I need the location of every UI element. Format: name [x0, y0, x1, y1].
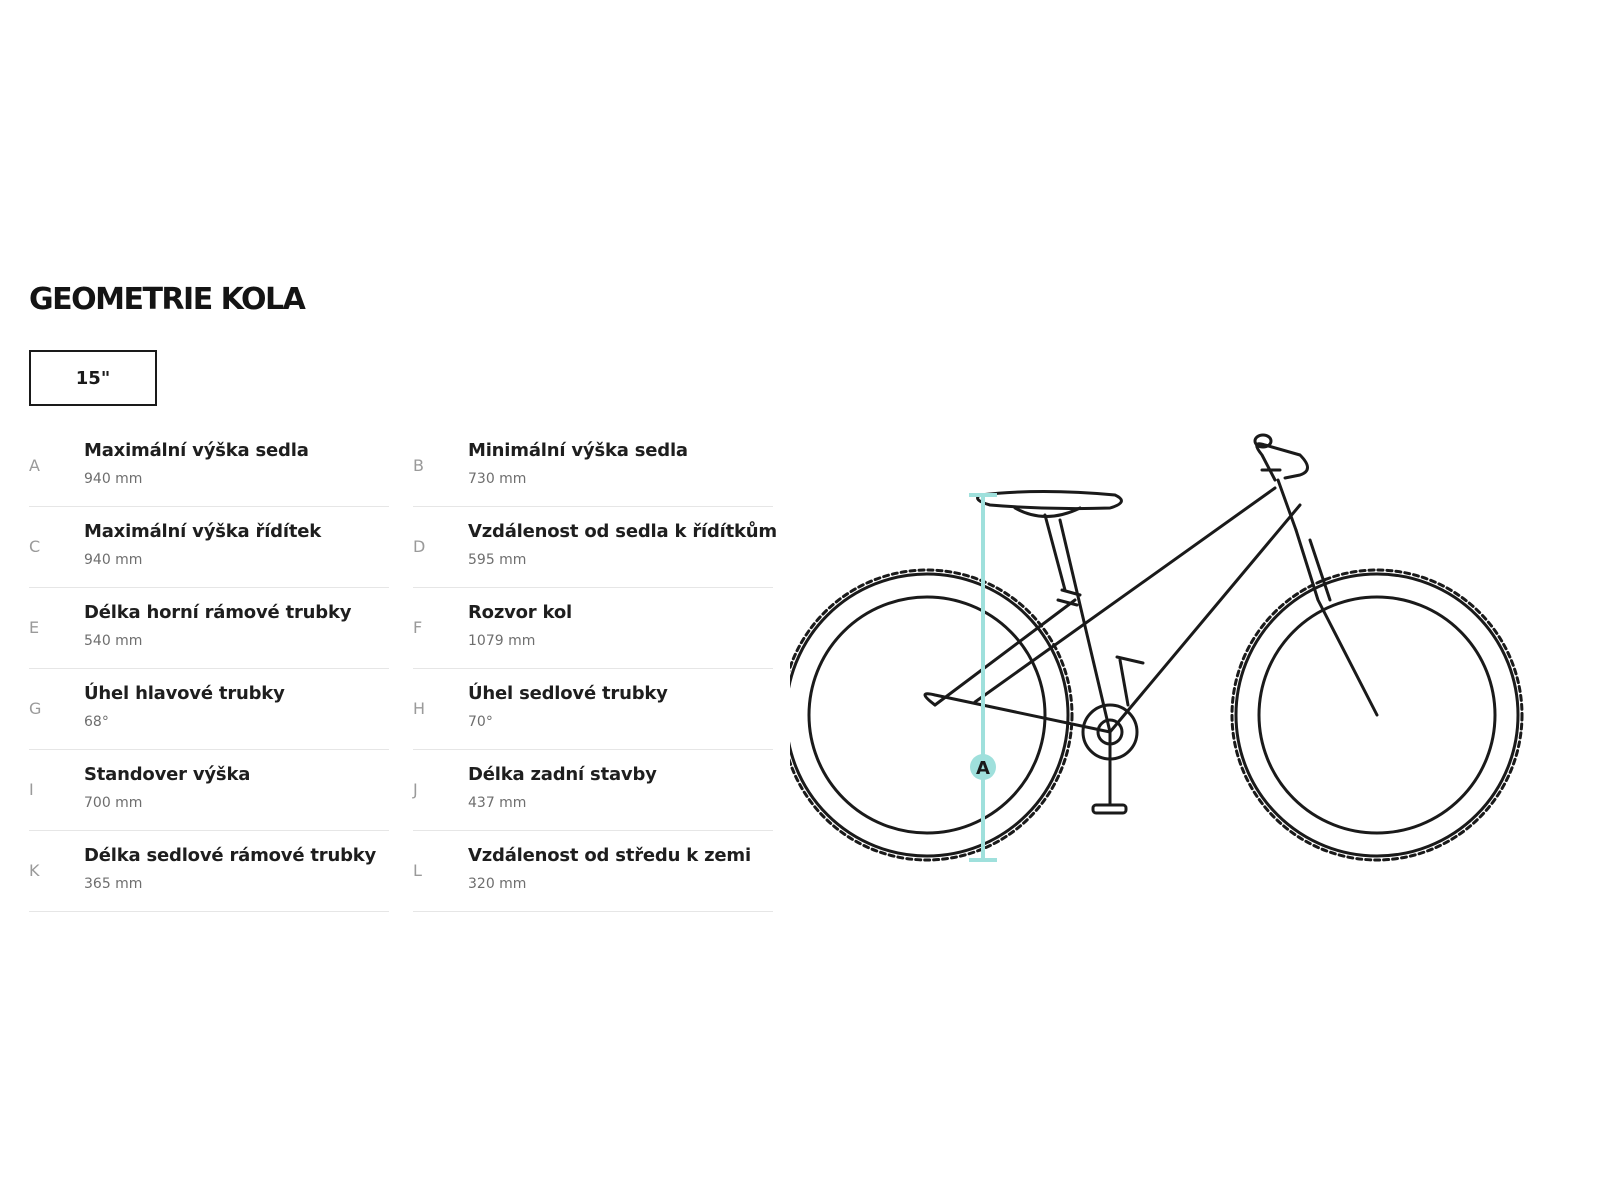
spec-item-h[interactable] — [413, 669, 773, 750]
spec-name: Maximální výška řídítek — [84, 521, 322, 542]
spec-letter: B — [413, 456, 424, 475]
spec-value: 320 mm — [468, 876, 527, 892]
spec-value: 540 mm — [84, 633, 143, 649]
spec-name: Standover výška — [84, 764, 251, 785]
spec-item-b[interactable] — [413, 426, 773, 507]
geometry-spec-table — [29, 426, 781, 912]
spec-name: Délka zadní stavby — [468, 764, 657, 785]
spec-letter: L — [413, 861, 422, 880]
spec-name: Délka sedlové rámové trubky — [84, 845, 377, 866]
pedal — [1093, 805, 1126, 813]
spec-letter: I — [29, 780, 34, 799]
fork — [1296, 530, 1377, 715]
spec-name: Úhel sedlové trubky — [468, 683, 668, 704]
size-selector — [29, 350, 157, 406]
spec-letter: J — [413, 780, 418, 799]
top-tube — [975, 488, 1275, 702]
size-tab-15[interactable]: 15" — [29, 350, 157, 406]
spec-letter: F — [413, 618, 423, 637]
spec-name: Vzdálenost od středu k zemi — [468, 845, 751, 866]
spec-item-f[interactable] — [413, 588, 773, 669]
spec-item-j[interactable] — [413, 750, 773, 831]
measure-badge-label: A — [976, 758, 990, 779]
page-title: GEOMETRIE KOLA — [29, 282, 305, 317]
spec-item-a[interactable] — [29, 426, 389, 507]
bike-geometry-diagram — [790, 425, 1570, 895]
spec-name: Minimální výška sedla — [468, 440, 688, 461]
spec-item-g[interactable] — [29, 669, 389, 750]
spec-value: 70° — [468, 714, 493, 730]
spec-value: 68° — [84, 714, 109, 730]
spec-value: 700 mm — [84, 795, 143, 811]
spec-item-i[interactable] — [29, 750, 389, 831]
spec-value: 437 mm — [468, 795, 527, 811]
spec-letter: A — [29, 456, 40, 475]
spec-item-c[interactable] — [29, 507, 389, 588]
spec-letter: C — [29, 537, 41, 556]
saddle — [978, 492, 1122, 509]
saddle-assembly — [978, 492, 1122, 591]
spec-item-e[interactable] — [29, 588, 389, 669]
spec-letter: K — [29, 861, 40, 880]
spec-value: 595 mm — [468, 552, 527, 568]
stem — [1257, 444, 1308, 480]
spec-value: 365 mm — [84, 876, 143, 892]
spec-value: 940 mm — [84, 552, 143, 568]
spec-name: Rozvor kol — [468, 602, 572, 623]
spec-value: 730 mm — [468, 471, 527, 487]
spec-item-d[interactable] — [413, 507, 777, 588]
drivetrain — [1083, 657, 1143, 813]
spec-value: 940 mm — [84, 471, 143, 487]
spec-value: 1079 mm — [468, 633, 536, 649]
spec-letter: E — [29, 618, 40, 637]
rear-rim — [809, 597, 1045, 833]
spec-letter: H — [413, 699, 426, 718]
spec-name: Vzdálenost od sedla k řídítkům — [468, 521, 777, 542]
spec-name: Maximální výška sedla — [84, 440, 309, 461]
spec-name: Úhel hlavové trubky — [84, 683, 285, 704]
spec-letter: G — [29, 699, 42, 718]
spec-item-l[interactable] — [413, 831, 773, 912]
kickstand — [1120, 660, 1128, 705]
spec-letter: D — [413, 537, 426, 556]
spec-name: Délka horní rámové trubky — [84, 602, 352, 623]
spec-item-k[interactable] — [29, 831, 389, 912]
